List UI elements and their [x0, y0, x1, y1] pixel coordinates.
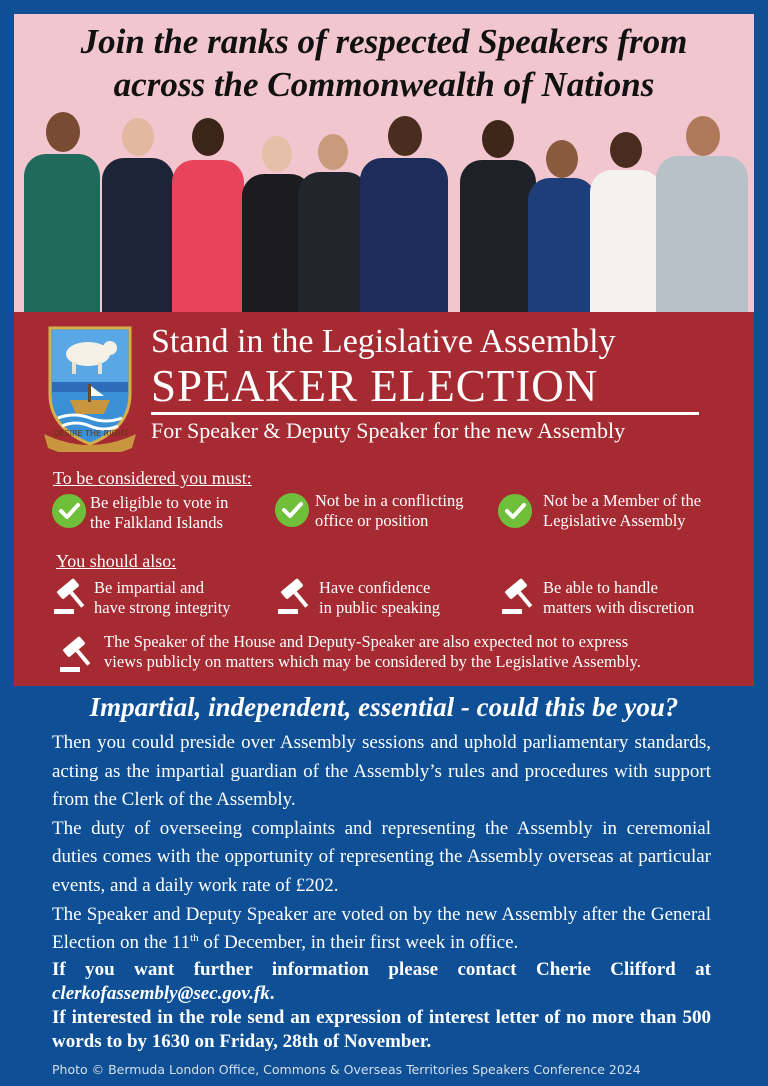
check-icon: [52, 494, 86, 528]
header-panel: [14, 14, 754, 312]
conduct-note: The Speaker of the House and Deputy-Speaker are also expected not to express views publicly on matters which may be considered by the Legislative Assembly.: [104, 632, 641, 671]
quality-item: Be able to handle matters with discretion: [543, 578, 695, 617]
stand-line: Stand in the Legislative Assembly: [151, 323, 616, 360]
headline-line-2: across the Commonwealth of Nations: [113, 65, 655, 104]
speaker-figure: [22, 110, 102, 312]
speaker-subtitle: For Speaker & Deputy Speaker for the new Assembly: [151, 418, 626, 443]
headline-line-1: Join the ranks of respected Speakers from: [80, 22, 688, 61]
contact-email-link[interactable]: clerkofassembly@sec.gov.fk: [52, 983, 270, 1004]
check-icon: [498, 494, 532, 528]
role-description: [52, 729, 711, 958]
speaker-figure: [170, 112, 246, 312]
requirements-heading: To be considered you must:: [53, 468, 252, 488]
paragraph-vote: The Speaker and Deputy Speaker are voted on by the new Assembly after the General Election on the 11th of December, in their first week in office.: [52, 903, 711, 954]
requirement-item: Be eligible to vote in the Falkland Islands: [90, 493, 229, 532]
group-photo: [14, 110, 754, 312]
title-divider: [151, 412, 699, 415]
gavel-icon: [52, 576, 92, 616]
check-icon: [275, 493, 309, 527]
speaker-figure: [358, 116, 450, 312]
tagline: Impartial, independent, essential - could this be you?: [89, 692, 679, 722]
speaker-figure: [100, 118, 176, 312]
election-panel: [14, 312, 754, 686]
contact-line: If you want further information please contact Cherie Clifford at clerkofassembly@sec.gov.fk.: [52, 959, 711, 1004]
paragraph-duties: The duty of overseeing complaints and representing the Assembly in ceremonial duties comes with the opportunity of representing the Assembly overseas at particular events, and a daily work rate of £202.: [52, 817, 711, 896]
photo-credit: Photo © Bermuda London Office, Commons & Overseas Territories Speakers Conference 2024: [52, 1062, 641, 1077]
speaker-election-title: SPEAKER ELECTION: [151, 361, 599, 411]
quality-item: Be impartial and have strong integrity: [94, 578, 231, 617]
speaker-figure: [588, 132, 664, 312]
application-instructions: If interested in the role send an expression of interest letter of no more than 500 words to by 1630 on Friday, 28th of November.: [52, 1007, 711, 1052]
gavel-icon: [276, 576, 316, 616]
gavel-icon: [500, 576, 540, 616]
gavel-icon: [58, 634, 98, 674]
requirement-item: Not be a Member of the Legislative Assembly: [543, 491, 702, 530]
crest-motto: DESIRE THE RIGHT: [53, 429, 129, 438]
contact-info: [52, 958, 711, 1054]
quality-item: Have confidence in public speaking: [319, 578, 440, 617]
requirement-item: Not be in a conflicting office or position: [315, 491, 464, 530]
paragraph-preside: Then you could preside over Assembly sessions and uphold parliamentary standards, acting as the impartial guardian of the Assembly’s rules and procedures with support from the Clerk of the Assembly.: [52, 732, 711, 811]
headline: [14, 20, 754, 106]
qualities-heading: You should also:: [56, 551, 177, 571]
speaker-figure: [654, 116, 750, 312]
